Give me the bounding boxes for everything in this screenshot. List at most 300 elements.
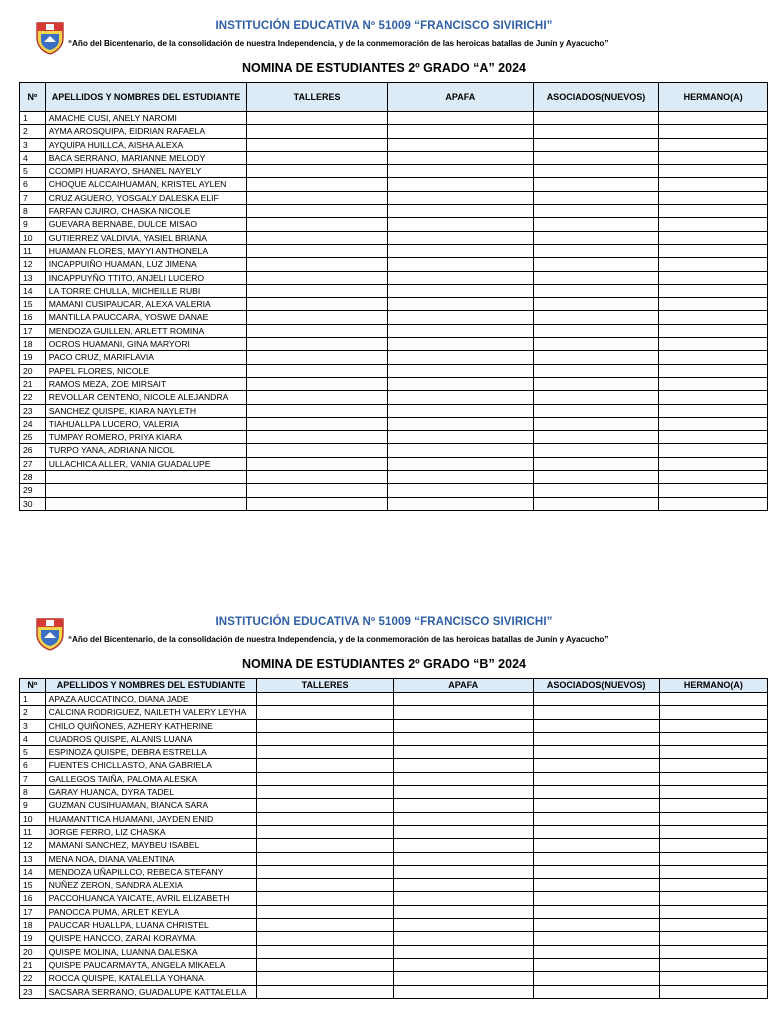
hermano-cell bbox=[659, 351, 768, 364]
student-name: NUÑEZ ZERON, SANDRA ALEXIA bbox=[45, 879, 257, 892]
hermano-cell bbox=[659, 258, 768, 271]
student-name: MAMANI CUSIPAUCAR, ALEXA VALERIA bbox=[45, 298, 247, 311]
talleres-cell bbox=[257, 732, 394, 745]
row-number: 15 bbox=[20, 298, 46, 311]
talleres-cell bbox=[257, 693, 394, 706]
col-header-apafa: APAFA bbox=[393, 679, 533, 693]
table-row bbox=[20, 165, 768, 178]
asociados-cell bbox=[533, 719, 659, 732]
table-row bbox=[20, 759, 768, 772]
student-name: TIAHUALLPA LUCERO, VALERIA bbox=[45, 417, 247, 430]
hermano-cell bbox=[659, 786, 767, 799]
student-table bbox=[19, 678, 768, 999]
talleres-cell bbox=[257, 759, 394, 772]
talleres-cell bbox=[247, 112, 388, 125]
row-number: 23 bbox=[20, 404, 46, 417]
apafa-cell bbox=[387, 284, 533, 297]
student-name: GUEVARA BERNABE, DULCE MISAO bbox=[45, 218, 247, 231]
talleres-cell bbox=[247, 417, 388, 430]
talleres-cell bbox=[257, 865, 394, 878]
hermano-cell bbox=[659, 484, 768, 497]
student-name: QUISPE PAUCARMAYTA, ANGELA MIKAELA bbox=[45, 958, 257, 971]
apafa-cell bbox=[393, 719, 533, 732]
table-row bbox=[20, 271, 768, 284]
asociados-cell bbox=[533, 258, 658, 271]
talleres-cell bbox=[247, 191, 388, 204]
talleres-cell bbox=[257, 719, 394, 732]
row-number: 12 bbox=[20, 258, 46, 271]
apafa-cell bbox=[387, 417, 533, 430]
hermano-cell bbox=[659, 205, 768, 218]
student-name: MENDOZA GUILLEN, ARLETT ROMINA bbox=[45, 324, 247, 337]
hermano-cell bbox=[659, 431, 768, 444]
student-name: INCAPPUYÑO TTITO, ANJELI LUCERO bbox=[45, 271, 247, 284]
talleres-cell bbox=[247, 218, 388, 231]
apafa-cell bbox=[387, 138, 533, 151]
asociados-cell bbox=[533, 364, 658, 377]
student-name: FUENTES CHICLLASTO, ANA GABRIELA bbox=[45, 759, 257, 772]
col-header-asociados: ASOCIADOS(NUEVOS) bbox=[533, 83, 658, 112]
school-title: INSTITUCIÓN EDUCATIVA Nº 51009 “FRANCISCO SIVIRICHI” bbox=[215, 20, 553, 32]
apafa-cell bbox=[393, 732, 533, 745]
hermano-cell bbox=[659, 945, 767, 958]
student-name: FARFAN CJUIRO, CHASKA NICOLE bbox=[45, 205, 247, 218]
student-table bbox=[19, 82, 768, 511]
row-number: 23 bbox=[20, 985, 46, 998]
row-number: 24 bbox=[20, 417, 46, 430]
row-number: 22 bbox=[20, 972, 46, 985]
asociados-cell bbox=[533, 351, 658, 364]
asociados-cell bbox=[533, 125, 658, 138]
section-grade-b bbox=[0, 614, 768, 999]
apafa-cell bbox=[387, 258, 533, 271]
talleres-cell bbox=[247, 258, 388, 271]
talleres-cell bbox=[247, 351, 388, 364]
asociados-cell bbox=[533, 298, 658, 311]
row-number: 7 bbox=[20, 772, 46, 785]
col-header-hermano: HERMANO(A) bbox=[659, 679, 767, 693]
table-row bbox=[20, 298, 768, 311]
apafa-cell bbox=[387, 338, 533, 351]
apafa-cell bbox=[387, 191, 533, 204]
talleres-cell bbox=[247, 391, 388, 404]
hermano-cell bbox=[659, 457, 768, 470]
student-name: CHOQUE ALCCAIHUAMAN, KRISTEL AYLEN bbox=[45, 178, 247, 191]
asociados-cell bbox=[533, 151, 658, 164]
hermano-cell bbox=[659, 338, 768, 351]
row-number: 29 bbox=[20, 484, 46, 497]
apafa-cell bbox=[393, 892, 533, 905]
table-row bbox=[20, 404, 768, 417]
table-row bbox=[20, 905, 768, 918]
table-row bbox=[20, 892, 768, 905]
asociados-cell bbox=[533, 945, 659, 958]
hermano-cell bbox=[659, 165, 768, 178]
apafa-cell bbox=[393, 958, 533, 971]
apafa-cell bbox=[393, 972, 533, 985]
col-header-name: APELLIDOS Y NOMBRES DEL ESTUDIANTE bbox=[45, 83, 247, 112]
apafa-cell bbox=[387, 311, 533, 324]
row-number: 16 bbox=[20, 311, 46, 324]
asociados-cell bbox=[533, 471, 658, 484]
student-name: INCAPPUIÑO HUAMAN, LUZ JIMENA bbox=[45, 258, 247, 271]
table-row bbox=[20, 746, 768, 759]
student-name: MANTILLA PAUCCARA, YOSWE DANAE bbox=[45, 311, 247, 324]
apafa-cell bbox=[387, 218, 533, 231]
student-name: CALCINA RODRIGUEZ, NAILETH VALERY LEYHA bbox=[45, 706, 257, 719]
table-row bbox=[20, 985, 768, 998]
talleres-cell bbox=[257, 945, 394, 958]
talleres-cell bbox=[257, 799, 394, 812]
row-number: 17 bbox=[20, 324, 46, 337]
apafa-cell bbox=[387, 178, 533, 191]
apafa-cell bbox=[393, 905, 533, 918]
student-name: QUISPE HANCCO, ZARAI KORAYMA bbox=[45, 932, 257, 945]
asociados-cell bbox=[533, 706, 659, 719]
hermano-cell bbox=[659, 324, 768, 337]
hermano-cell bbox=[659, 497, 768, 510]
talleres-cell bbox=[257, 706, 394, 719]
student-name: GARAY HUANCA, DYRA TADEL bbox=[45, 786, 257, 799]
row-number: 8 bbox=[20, 786, 46, 799]
hermano-cell bbox=[659, 311, 768, 324]
hermano-cell bbox=[659, 271, 768, 284]
asociados-cell bbox=[533, 892, 659, 905]
table-row bbox=[20, 112, 768, 125]
talleres-cell bbox=[257, 919, 394, 932]
table-row bbox=[20, 284, 768, 297]
talleres-cell bbox=[247, 151, 388, 164]
list-title: NOMINA DE ESTUDIANTES 2º GRADO “A” 2024 bbox=[241, 61, 526, 75]
school-title: INSTITUCIÓN EDUCATIVA Nº 51009 “FRANCISCO SIVIRICHI” bbox=[215, 616, 553, 628]
hermano-cell bbox=[659, 879, 767, 892]
apafa-cell bbox=[387, 377, 533, 390]
talleres-cell bbox=[247, 457, 388, 470]
list-title: NOMINA DE ESTUDIANTES 2º GRADO “B” 2024 bbox=[241, 657, 526, 671]
hermano-cell bbox=[659, 865, 767, 878]
table-row bbox=[20, 497, 768, 510]
table-row bbox=[20, 125, 768, 138]
apafa-cell bbox=[387, 151, 533, 164]
row-number: 5 bbox=[20, 746, 46, 759]
hermano-cell bbox=[659, 244, 768, 257]
talleres-cell bbox=[247, 165, 388, 178]
row-number: 9 bbox=[20, 218, 46, 231]
student-name: MENDOZA UÑAPILLCO, REBECA STEFANY bbox=[45, 865, 257, 878]
row-number: 11 bbox=[20, 244, 46, 257]
row-number: 13 bbox=[20, 271, 46, 284]
row-number: 5 bbox=[20, 165, 46, 178]
apafa-cell bbox=[393, 839, 533, 852]
asociados-cell bbox=[533, 786, 659, 799]
year-motto: “Año del Bicentenario, de la consolidación de nuestra Independencia, y de la conmemoración de las heroicas batallas de Junín y Ayacucho” bbox=[68, 635, 609, 644]
asociados-cell bbox=[533, 231, 658, 244]
apafa-cell bbox=[393, 746, 533, 759]
apafa-cell bbox=[387, 351, 533, 364]
apafa-cell bbox=[387, 125, 533, 138]
apafa-cell bbox=[387, 324, 533, 337]
row-number: 27 bbox=[20, 457, 46, 470]
row-number: 30 bbox=[20, 497, 46, 510]
row-number: 1 bbox=[20, 693, 46, 706]
apafa-cell bbox=[387, 231, 533, 244]
hermano-cell bbox=[659, 151, 768, 164]
talleres-cell bbox=[257, 812, 394, 825]
talleres-cell bbox=[247, 471, 388, 484]
talleres-cell bbox=[257, 932, 394, 945]
student-name: AYMA AROSQUIPA, EIDRIAN RAFAELA bbox=[45, 125, 247, 138]
student-name: ULLACHICA ALLER, VANIA GUADALUPE bbox=[45, 457, 247, 470]
hermano-cell bbox=[659, 732, 767, 745]
student-name: CHILO QUIÑONES, AZHERY KATHERINE bbox=[45, 719, 257, 732]
row-number: 7 bbox=[20, 191, 46, 204]
row-number: 10 bbox=[20, 812, 46, 825]
table-row bbox=[20, 958, 768, 971]
asociados-cell bbox=[533, 985, 659, 998]
hermano-cell bbox=[659, 719, 767, 732]
apafa-cell bbox=[393, 825, 533, 838]
table-row bbox=[20, 444, 768, 457]
asociados-cell bbox=[533, 746, 659, 759]
hermano-cell bbox=[659, 772, 767, 785]
talleres-cell bbox=[257, 985, 394, 998]
student-name bbox=[45, 484, 247, 497]
hermano-cell bbox=[659, 471, 768, 484]
hermano-cell bbox=[659, 218, 768, 231]
student-name: BACA SERRANO, MARIANNE MELODY bbox=[45, 151, 247, 164]
asociados-cell bbox=[533, 972, 659, 985]
table-row bbox=[20, 178, 768, 191]
student-name: GALLEGOS TAIÑA, PALOMA ALESKA bbox=[45, 772, 257, 785]
row-number: 18 bbox=[20, 919, 46, 932]
asociados-cell bbox=[533, 825, 659, 838]
apafa-cell bbox=[387, 444, 533, 457]
hermano-cell bbox=[659, 364, 768, 377]
hermano-cell bbox=[659, 138, 768, 151]
asociados-cell bbox=[533, 191, 658, 204]
asociados-cell bbox=[533, 865, 659, 878]
hermano-cell bbox=[659, 391, 768, 404]
table-row bbox=[20, 191, 768, 204]
talleres-cell bbox=[247, 205, 388, 218]
row-number: 16 bbox=[20, 892, 46, 905]
apafa-cell bbox=[387, 497, 533, 510]
talleres-cell bbox=[247, 497, 388, 510]
row-number: 28 bbox=[20, 471, 46, 484]
asociados-cell bbox=[533, 311, 658, 324]
row-number: 11 bbox=[20, 825, 46, 838]
document-header bbox=[0, 18, 768, 58]
table-row bbox=[20, 799, 768, 812]
row-number: 10 bbox=[20, 231, 46, 244]
table-row bbox=[20, 258, 768, 271]
asociados-cell bbox=[533, 417, 658, 430]
asociados-cell bbox=[533, 338, 658, 351]
col-header-hermano: HERMANO(A) bbox=[659, 83, 768, 112]
asociados-cell bbox=[533, 693, 659, 706]
student-table-body bbox=[20, 693, 768, 999]
talleres-cell bbox=[257, 879, 394, 892]
table-row bbox=[20, 471, 768, 484]
row-number: 15 bbox=[20, 879, 46, 892]
row-number: 21 bbox=[20, 377, 46, 390]
apafa-cell bbox=[393, 985, 533, 998]
hermano-cell bbox=[659, 377, 768, 390]
hermano-cell bbox=[659, 746, 767, 759]
student-name: PAUCCAR HUALLPA, LUANA CHRISTEL bbox=[45, 919, 257, 932]
student-name: GUZMAN CUSIHUAMAN, BIANCA SARA bbox=[45, 799, 257, 812]
apafa-cell bbox=[393, 759, 533, 772]
table-row bbox=[20, 719, 768, 732]
student-name: REVOLLAR CENTENO, NICOLE ALEJANDRA bbox=[45, 391, 247, 404]
hermano-cell bbox=[659, 839, 767, 852]
talleres-cell bbox=[257, 905, 394, 918]
apafa-cell bbox=[393, 786, 533, 799]
student-name: CRUZ AGUERO, YOSGALY DALESKA ELIF bbox=[45, 191, 247, 204]
talleres-cell bbox=[247, 338, 388, 351]
apafa-cell bbox=[387, 364, 533, 377]
asociados-cell bbox=[533, 839, 659, 852]
hermano-cell bbox=[659, 958, 767, 971]
asociados-cell bbox=[533, 391, 658, 404]
asociados-cell bbox=[533, 431, 658, 444]
table-row bbox=[20, 865, 768, 878]
hermano-cell bbox=[659, 932, 767, 945]
student-name: CCOMPI HUARAYO, SHANEL NAYELY bbox=[45, 165, 247, 178]
apafa-cell bbox=[387, 298, 533, 311]
asociados-cell bbox=[533, 852, 659, 865]
apafa-cell bbox=[393, 879, 533, 892]
student-name: PACO CRUZ, MARIFLAVIA bbox=[45, 351, 247, 364]
row-number: 1 bbox=[20, 112, 46, 125]
row-number: 20 bbox=[20, 364, 46, 377]
hermano-cell bbox=[659, 706, 767, 719]
col-header-talleres: TALLERES bbox=[257, 679, 394, 693]
apafa-cell bbox=[387, 471, 533, 484]
hermano-cell bbox=[659, 985, 767, 998]
talleres-cell bbox=[247, 431, 388, 444]
hermano-cell bbox=[659, 112, 768, 125]
table-row bbox=[20, 484, 768, 497]
apafa-cell bbox=[387, 431, 533, 444]
table-row bbox=[20, 706, 768, 719]
hermano-cell bbox=[659, 892, 767, 905]
apafa-cell bbox=[387, 205, 533, 218]
apafa-cell bbox=[387, 271, 533, 284]
student-name bbox=[45, 497, 247, 510]
table-row bbox=[20, 244, 768, 257]
student-name: TURPO YANA, ADRIANA NICOL bbox=[45, 444, 247, 457]
hermano-cell bbox=[659, 972, 767, 985]
row-number: 4 bbox=[20, 732, 46, 745]
talleres-cell bbox=[257, 746, 394, 759]
table-row bbox=[20, 205, 768, 218]
apafa-cell bbox=[387, 484, 533, 497]
asociados-cell bbox=[533, 178, 658, 191]
row-number: 3 bbox=[20, 719, 46, 732]
col-header-number: Nº bbox=[20, 83, 46, 112]
talleres-cell bbox=[247, 138, 388, 151]
apafa-cell bbox=[387, 404, 533, 417]
asociados-cell bbox=[533, 759, 659, 772]
row-number: 2 bbox=[20, 706, 46, 719]
student-name: MENA NOA, DIANA VALENTINA bbox=[45, 852, 257, 865]
apafa-cell bbox=[387, 244, 533, 257]
asociados-cell bbox=[533, 879, 659, 892]
row-number: 25 bbox=[20, 431, 46, 444]
asociados-cell bbox=[533, 497, 658, 510]
table-row bbox=[20, 364, 768, 377]
asociados-cell bbox=[533, 772, 659, 785]
table-row bbox=[20, 732, 768, 745]
table-row bbox=[20, 311, 768, 324]
student-name: CUADROS QUISPE, ALANIS LUANA bbox=[45, 732, 257, 745]
asociados-cell bbox=[533, 457, 658, 470]
student-name: GUTIERREZ VALDIVIA, YASIEL BRIANA bbox=[45, 231, 247, 244]
asociados-cell bbox=[533, 484, 658, 497]
asociados-cell bbox=[533, 138, 658, 151]
student-name: JORGE FERRO, LIZ CHASKA bbox=[45, 825, 257, 838]
asociados-cell bbox=[533, 377, 658, 390]
hermano-cell bbox=[659, 125, 768, 138]
row-number: 4 bbox=[20, 151, 46, 164]
talleres-cell bbox=[247, 364, 388, 377]
row-number: 26 bbox=[20, 444, 46, 457]
student-name: LA TORRE CHULLA, MICHEILLE RUBI bbox=[45, 284, 247, 297]
col-header-number: Nº bbox=[20, 679, 46, 693]
table-row bbox=[20, 919, 768, 932]
year-motto: “Año del Bicentenario, de la consolidación de nuestra Independencia, y de la conmemoración de las heroicas batallas de Junín y Ayacucho” bbox=[68, 39, 609, 48]
row-number: 2 bbox=[20, 125, 46, 138]
talleres-cell bbox=[247, 244, 388, 257]
row-number: 17 bbox=[20, 905, 46, 918]
student-name: PANOCCA PUMA, ARLET KEYLA bbox=[45, 905, 257, 918]
student-name: MAMANI SANCHEZ, MAYBEU ISABEL bbox=[45, 839, 257, 852]
table-row bbox=[20, 417, 768, 430]
talleres-cell bbox=[257, 825, 394, 838]
apafa-cell bbox=[393, 852, 533, 865]
hermano-cell bbox=[659, 693, 767, 706]
asociados-cell bbox=[533, 404, 658, 417]
row-number: 19 bbox=[20, 932, 46, 945]
apafa-cell bbox=[393, 865, 533, 878]
student-table-body bbox=[20, 112, 768, 511]
col-header-asociados: ASOCIADOS(NUEVOS) bbox=[533, 679, 659, 693]
table-row bbox=[20, 825, 768, 838]
table-row bbox=[20, 457, 768, 470]
student-name: PACCOHUANCA YAICATE, AVRIL ELIZABETH bbox=[45, 892, 257, 905]
row-number: 8 bbox=[20, 205, 46, 218]
talleres-cell bbox=[257, 772, 394, 785]
table-row bbox=[20, 431, 768, 444]
talleres-cell bbox=[257, 972, 394, 985]
hermano-cell bbox=[659, 191, 768, 204]
table-row bbox=[20, 839, 768, 852]
table-row bbox=[20, 772, 768, 785]
section-grade-a bbox=[0, 18, 768, 511]
table-row bbox=[20, 351, 768, 364]
asociados-cell bbox=[533, 218, 658, 231]
hermano-cell bbox=[659, 905, 767, 918]
hermano-cell bbox=[659, 417, 768, 430]
document-header bbox=[0, 614, 768, 654]
student-name: TUMPAY ROMERO, PRIYA KIARA bbox=[45, 431, 247, 444]
student-name: AYQUIPA HUILLCA, AISHA ALEXA bbox=[45, 138, 247, 151]
hermano-cell bbox=[659, 444, 768, 457]
hermano-cell bbox=[659, 812, 767, 825]
asociados-cell bbox=[533, 732, 659, 745]
student-name: ROCCA QUISPE, KATALELLA YOHANA bbox=[45, 972, 257, 985]
